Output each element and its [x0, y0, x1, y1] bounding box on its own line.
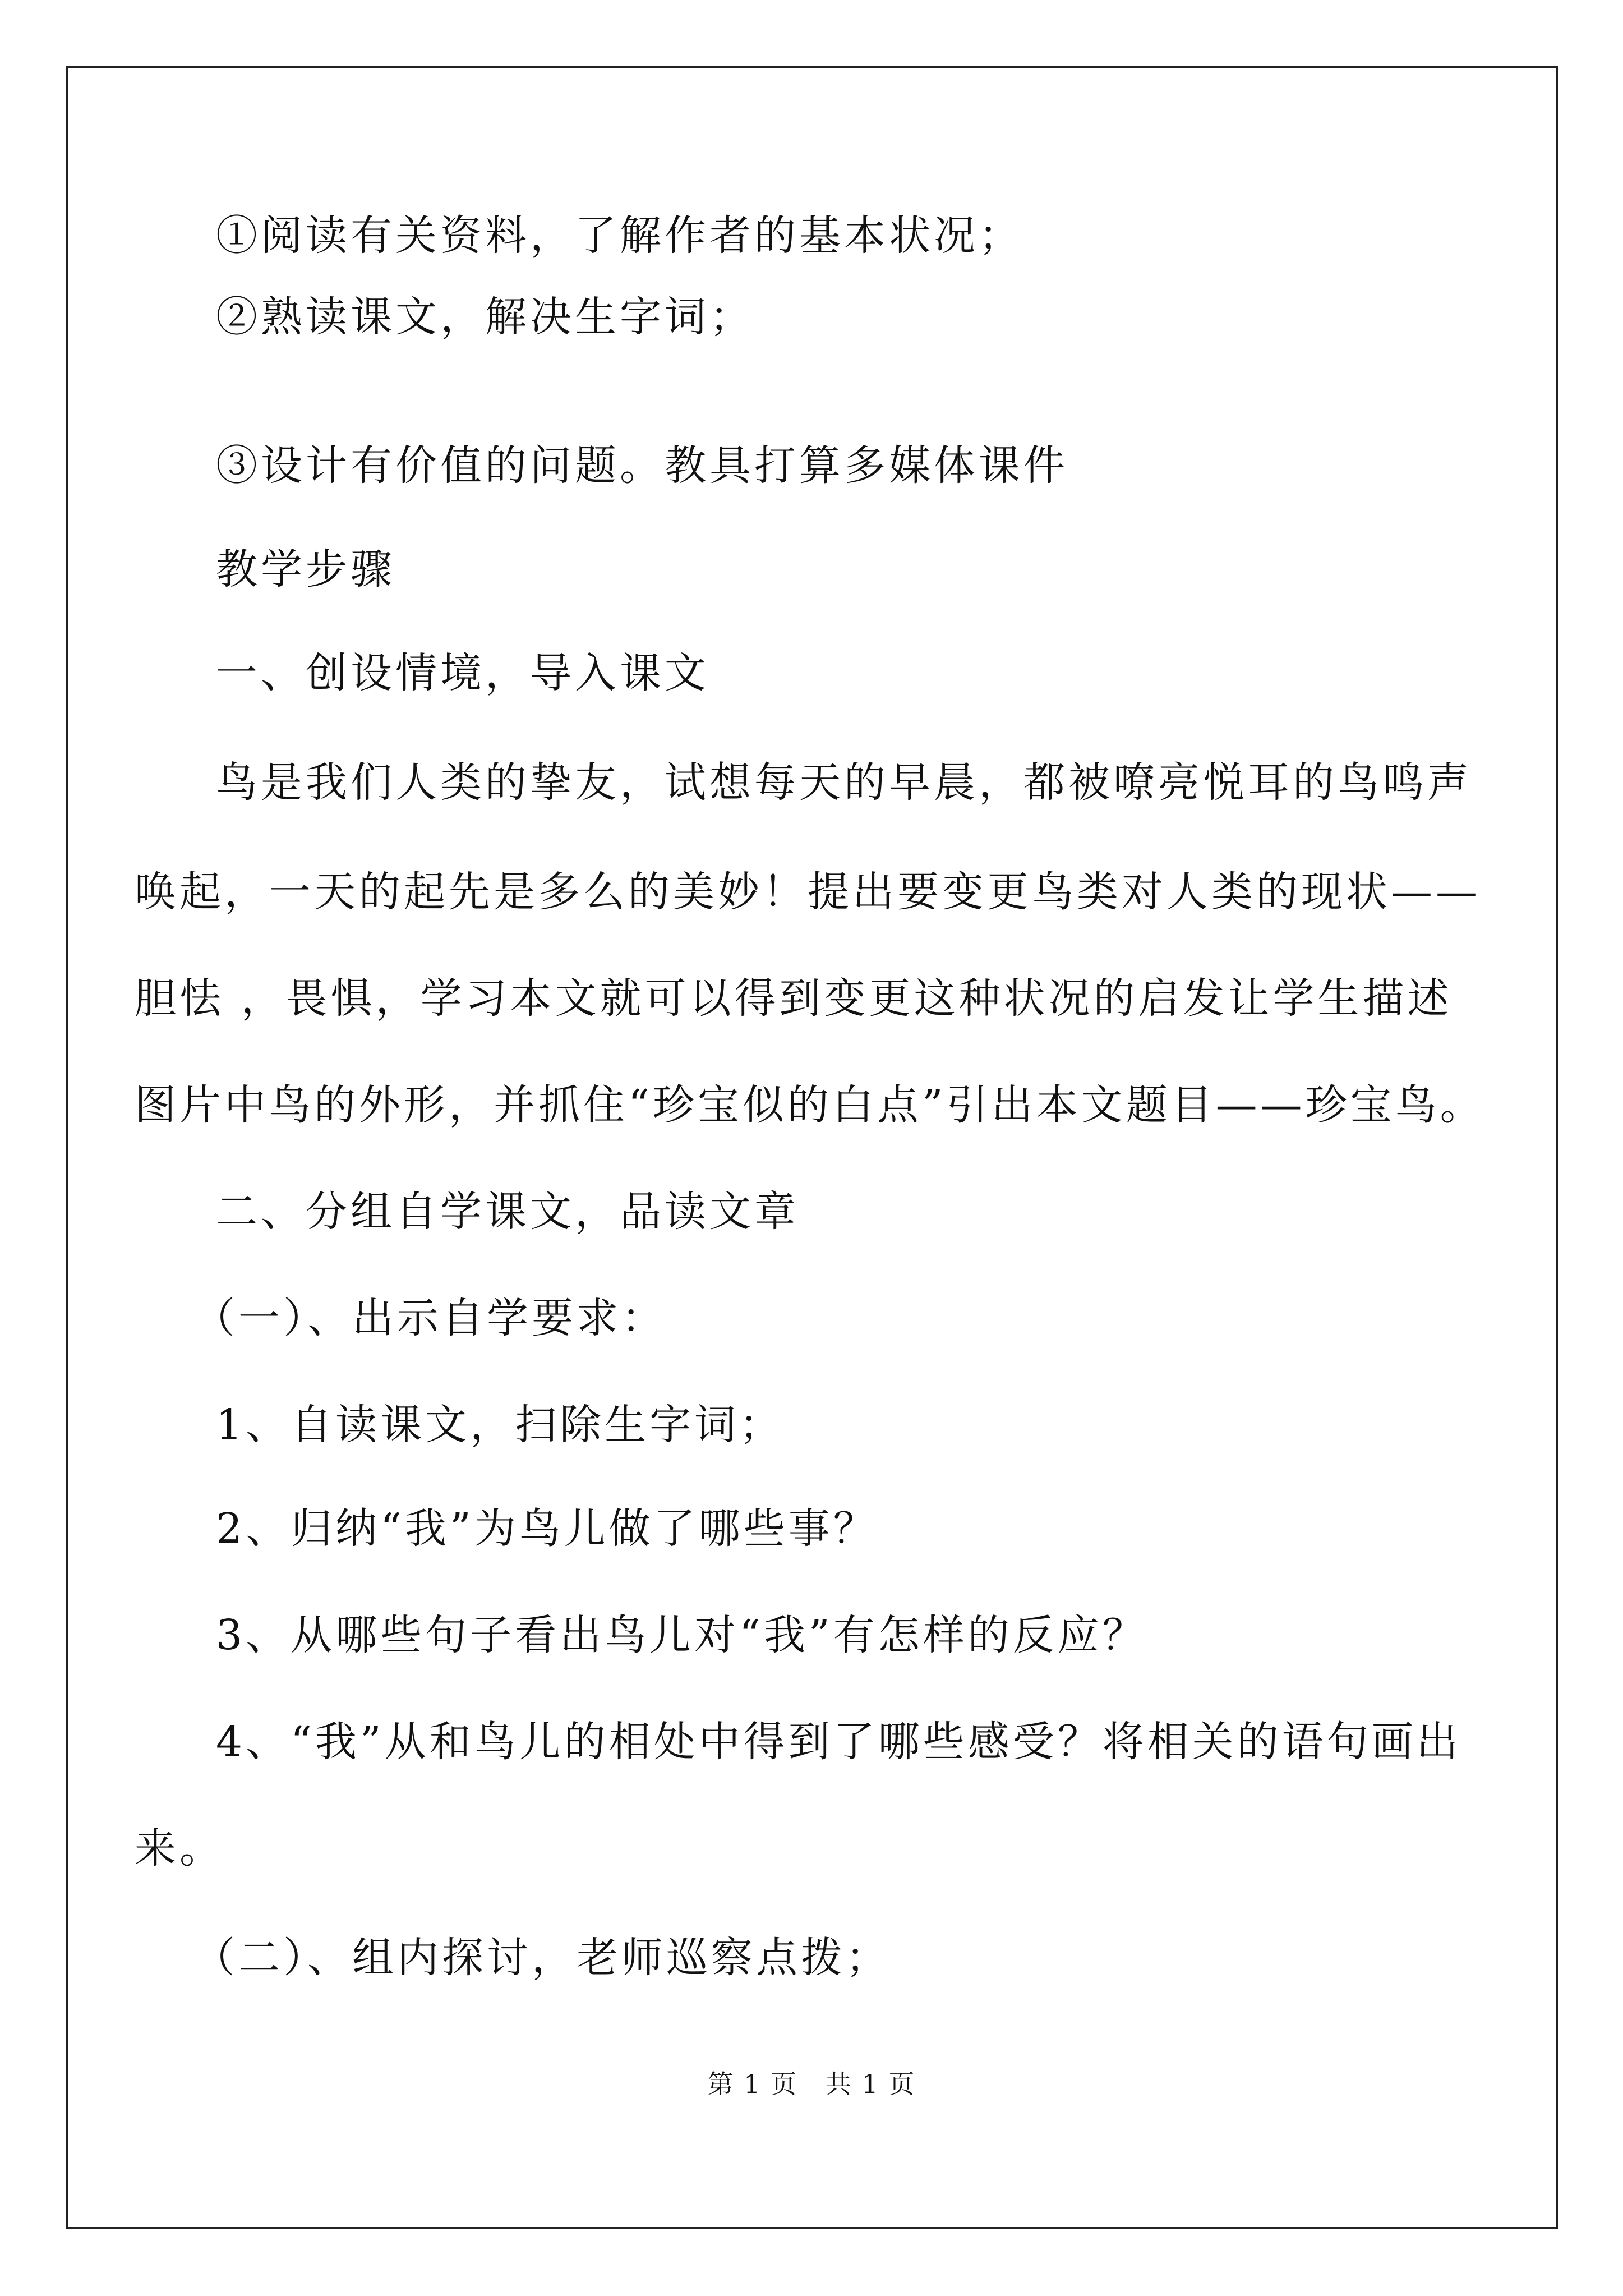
list-item-continuation: 来。	[135, 1824, 224, 1872]
list-item: 1、自读课文，扫除生字词；	[216, 1401, 785, 1449]
text-line: ③设计有价值的问题。教具打算多媒体课件	[216, 441, 1068, 490]
sub-heading: （二）、组内探讨，老师巡察点拨；	[193, 1934, 891, 1982]
section-heading: 二、分组自学课文，品读文章	[216, 1188, 799, 1236]
page-border	[66, 66, 1558, 2229]
section-heading: 教学步骤	[216, 545, 395, 593]
page-number-footer: 第 1 页 共 1 页	[707, 2069, 916, 2099]
text-line: 鸟是我们人类的挚友，试想每天的早晨，都被嘹亮悦耳的鸟鸣声	[216, 758, 1472, 807]
sub-heading: （一）、出示自学要求：	[193, 1294, 666, 1342]
text-line: ①阅读有关资料，了解作者的基本状况；	[216, 211, 1023, 260]
text-line: 图片中鸟的外形，并抓住“珍宝似的白点”引出本文题目——珍宝鸟。	[135, 1081, 1485, 1129]
text-line: ②熟读课文，解决生字词；	[216, 293, 754, 341]
section-heading: 一、创设情境，导入课文	[216, 649, 709, 697]
text-line: 唤起，一天的起先是多么的美妙！提出要变更鸟类对人类的现状——	[135, 868, 1481, 916]
list-item: 3、从哪些句子看出鸟儿对“我”有怎样的反应？	[216, 1611, 1147, 1659]
list-item: 4、“我”从和鸟儿的相处中得到了哪些感受？将相关的语句画出	[216, 1718, 1461, 1766]
list-item: 2、归纳“我”为鸟儿做了哪些事？	[216, 1504, 878, 1553]
text-line: 胆怯 ，畏惧，学习本文就可以得到变更这种状况的启发让学生描述	[135, 974, 1453, 1023]
